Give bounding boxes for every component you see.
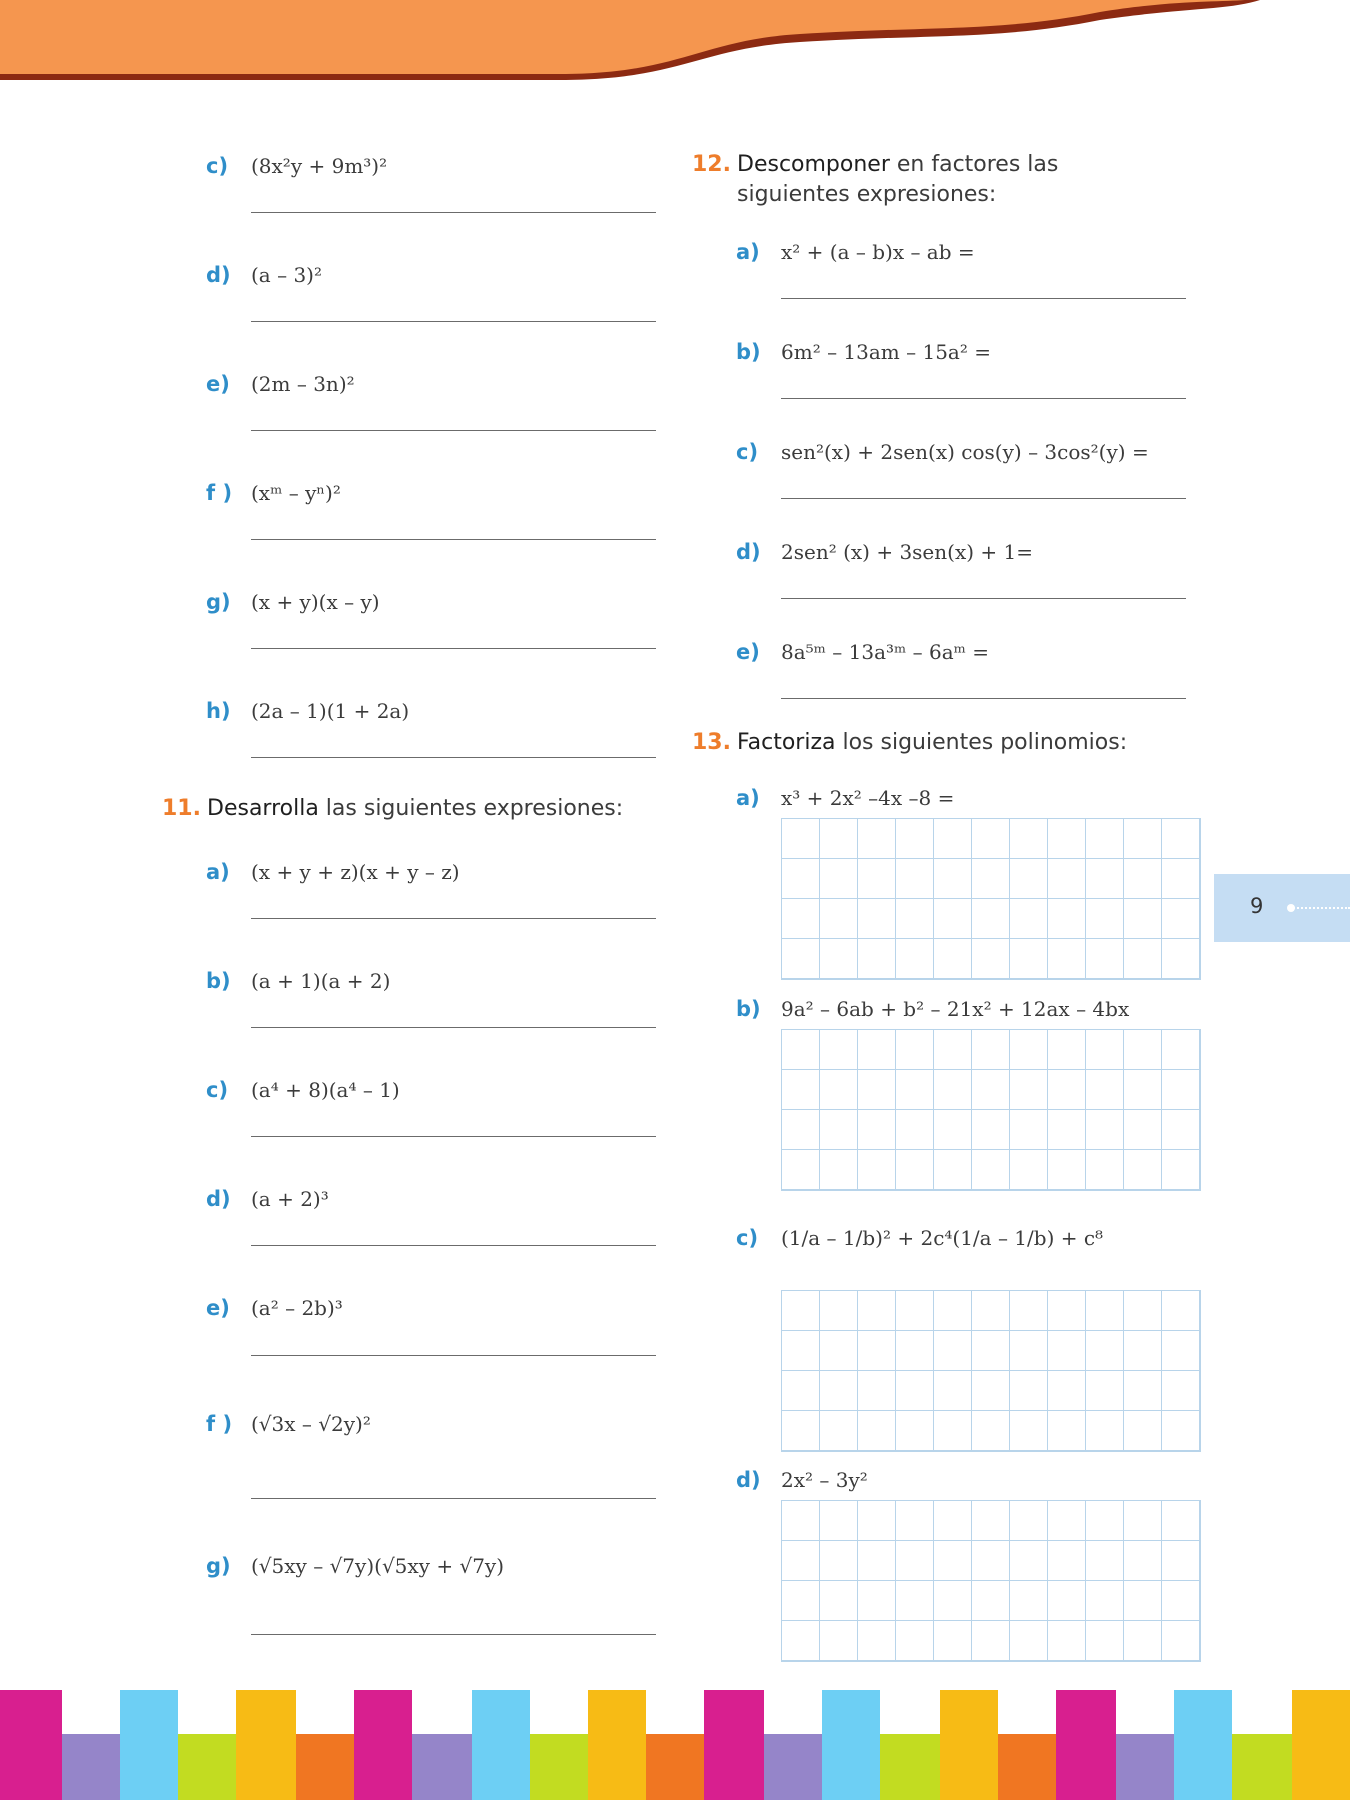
footer-bar bbox=[530, 1734, 588, 1800]
answer-line[interactable] bbox=[251, 212, 656, 213]
footer-bar bbox=[822, 1690, 880, 1800]
item-label: c) bbox=[736, 1226, 759, 1250]
item-expression: (a – 3)² bbox=[251, 263, 322, 287]
footer-bar bbox=[764, 1734, 822, 1800]
footer-bar bbox=[646, 1734, 704, 1800]
question-text: en factores las siguientes expresiones: bbox=[737, 152, 1059, 207]
question-prompt bbox=[737, 728, 1177, 758]
item-label: d) bbox=[206, 1187, 231, 1211]
answer-line[interactable] bbox=[781, 398, 1186, 399]
item-expression: (2a – 1)(1 + 2a) bbox=[251, 699, 410, 723]
item-expression: (√5xy – √7y)(√5xy + √7y) bbox=[251, 1554, 505, 1578]
item-label: b) bbox=[736, 340, 761, 364]
answer-line[interactable] bbox=[251, 430, 656, 431]
item-label: b) bbox=[206, 969, 231, 993]
question-text: las siguientes expresiones: bbox=[318, 796, 624, 821]
item-label: h) bbox=[206, 699, 231, 723]
item-expression: (2m – 3n)² bbox=[251, 372, 355, 396]
item-expression: (a + 1)(a + 2) bbox=[251, 969, 391, 993]
question-text: los siguientes polinomios: bbox=[835, 730, 1128, 755]
answer-grid[interactable] bbox=[781, 1290, 1201, 1452]
footer-bar bbox=[0, 1690, 62, 1800]
item-label: e) bbox=[736, 640, 760, 664]
question-number: 12. bbox=[692, 152, 731, 177]
item-expression: 2sen² (x) + 3sen(x) + 1= bbox=[781, 540, 1033, 564]
page-number-tab bbox=[1214, 874, 1350, 942]
footer-bar bbox=[472, 1690, 530, 1800]
item-label: d) bbox=[206, 263, 231, 287]
item-label: c) bbox=[206, 1078, 229, 1102]
answer-line[interactable] bbox=[251, 321, 656, 322]
item-label: f ) bbox=[206, 481, 233, 505]
answer-line[interactable] bbox=[251, 539, 656, 540]
answer-line[interactable] bbox=[781, 298, 1186, 299]
answer-line[interactable] bbox=[251, 1498, 656, 1499]
answer-line[interactable] bbox=[251, 1136, 656, 1137]
footer-bar bbox=[1292, 1690, 1350, 1800]
page-number: 9 bbox=[1250, 894, 1264, 918]
question-keyword: Descomponer bbox=[737, 152, 890, 177]
item-expression: 8a⁵ᵐ – 13a³ᵐ – 6aᵐ = bbox=[781, 640, 990, 664]
answer-line[interactable] bbox=[251, 1245, 656, 1246]
answer-line[interactable] bbox=[781, 598, 1186, 599]
item-expression: sen²(x) + 2sen(x) cos(y) – 3cos²(y) = bbox=[781, 440, 1149, 464]
answer-line[interactable] bbox=[251, 757, 656, 758]
answer-line[interactable] bbox=[251, 1355, 656, 1356]
footer-color-bars bbox=[0, 1690, 1350, 1800]
item-expression: (a⁴ + 8)(a⁴ – 1) bbox=[251, 1078, 400, 1102]
footer-bar bbox=[998, 1734, 1056, 1800]
answer-line[interactable] bbox=[251, 918, 656, 919]
question-prompt bbox=[737, 150, 1177, 210]
item-label: a) bbox=[206, 860, 230, 884]
item-label: c) bbox=[736, 440, 759, 464]
question-number: 13. bbox=[692, 730, 731, 755]
answer-line[interactable] bbox=[781, 698, 1186, 699]
answer-line[interactable] bbox=[251, 1634, 656, 1635]
item-expression: (a² – 2b)³ bbox=[251, 1296, 343, 1320]
item-expression: x² + (a – b)x – ab = bbox=[781, 240, 975, 264]
answer-grid[interactable] bbox=[781, 818, 1201, 980]
question-keyword: Factoriza bbox=[737, 730, 836, 755]
footer-bar bbox=[178, 1734, 236, 1800]
header-fill bbox=[0, 0, 1245, 74]
item-expression: 6m² – 13am – 15a² = bbox=[781, 340, 991, 364]
item-label: g) bbox=[206, 590, 231, 614]
item-expression: (1/a – 1/b)² + 2c⁴(1/a – 1/b) + c⁸ bbox=[781, 1226, 1104, 1250]
footer-bar bbox=[120, 1690, 178, 1800]
question-number: 11. bbox=[162, 796, 201, 821]
footer-bar bbox=[880, 1734, 940, 1800]
item-label: d) bbox=[736, 1468, 761, 1492]
footer-bar bbox=[412, 1734, 472, 1800]
footer-bar bbox=[1056, 1690, 1116, 1800]
item-expression: (xᵐ – yⁿ)² bbox=[251, 481, 341, 505]
item-expression: 9a² – 6ab + b² – 21x² + 12ax – 4bx bbox=[781, 997, 1130, 1021]
question-prompt bbox=[207, 794, 627, 824]
item-expression: 2x² – 3y² bbox=[781, 1468, 868, 1492]
item-label: e) bbox=[206, 372, 230, 396]
question-keyword: Desarrolla bbox=[207, 796, 319, 821]
item-expression: (8x²y + 9m³)² bbox=[251, 154, 388, 178]
header-banner bbox=[0, 0, 1350, 100]
item-label: g) bbox=[206, 1554, 231, 1578]
footer-bar bbox=[354, 1690, 412, 1800]
footer-bar bbox=[236, 1690, 296, 1800]
item-label: f ) bbox=[206, 1412, 233, 1436]
footer-bar bbox=[1116, 1734, 1174, 1800]
answer-grid[interactable] bbox=[781, 1029, 1201, 1191]
item-label: e) bbox=[206, 1296, 230, 1320]
item-label: a) bbox=[736, 240, 760, 264]
item-expression: x³ + 2x² –4x –8 = bbox=[781, 786, 955, 810]
dotted-line bbox=[1290, 907, 1350, 909]
item-label: c) bbox=[206, 154, 229, 178]
item-label: b) bbox=[736, 997, 761, 1021]
answer-line[interactable] bbox=[781, 498, 1186, 499]
answer-line[interactable] bbox=[251, 1027, 656, 1028]
item-label: d) bbox=[736, 540, 761, 564]
footer-bar bbox=[1232, 1734, 1292, 1800]
footer-bar bbox=[1174, 1690, 1232, 1800]
footer-bar bbox=[296, 1734, 354, 1800]
answer-grid[interactable] bbox=[781, 1500, 1201, 1662]
footer-bar bbox=[62, 1734, 120, 1800]
item-label: a) bbox=[736, 786, 760, 810]
answer-line[interactable] bbox=[251, 648, 656, 649]
item-expression: (a + 2)³ bbox=[251, 1187, 329, 1211]
footer-bar bbox=[704, 1690, 764, 1800]
item-expression: (√3x – √2y)² bbox=[251, 1412, 371, 1436]
footer-bar bbox=[588, 1690, 646, 1800]
footer-bar bbox=[940, 1690, 998, 1800]
item-expression: (x + y)(x – y) bbox=[251, 590, 380, 614]
item-expression: (x + y + z)(x + y – z) bbox=[251, 860, 460, 884]
